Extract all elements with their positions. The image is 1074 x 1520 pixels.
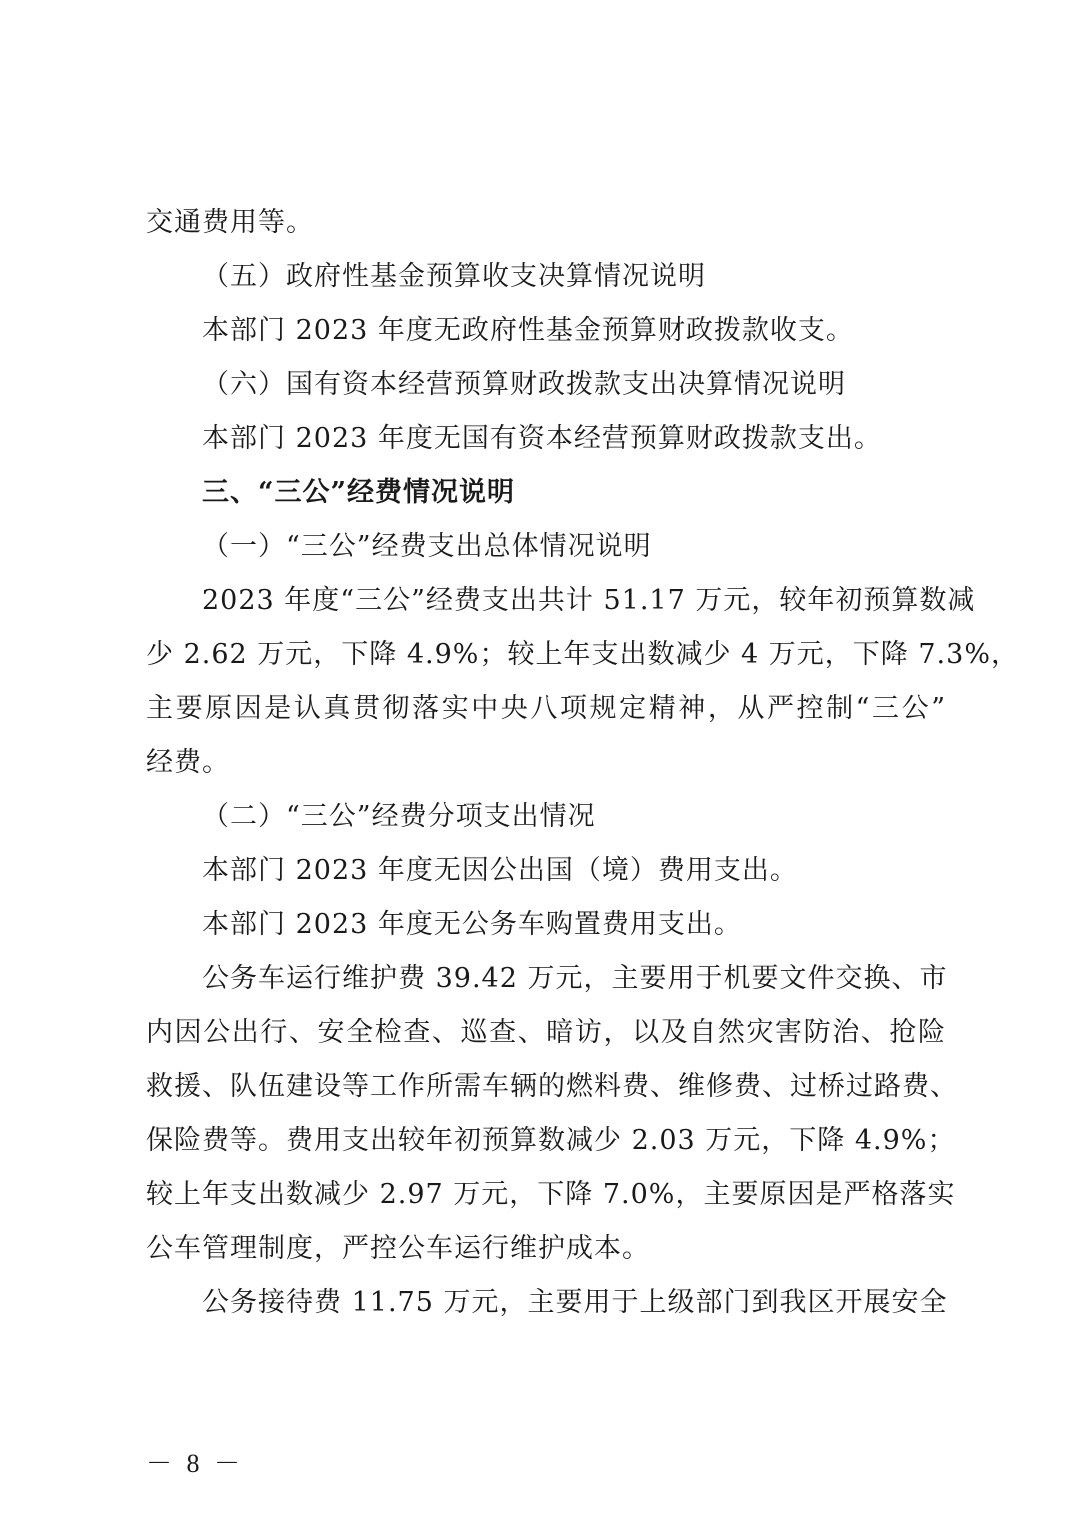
paragraph-line: 本部门 2023 年度无公务车购置费用支出。 [202, 909, 742, 940]
chapter-heading-3: 三、“三公”经费情况说明 [202, 477, 516, 508]
section-heading-1: （一）“三公”经费支出总体情况说明 [202, 531, 652, 562]
section-heading-5: （五）政府性基金预算收支决算情况说明 [202, 261, 706, 292]
paragraph-line: 救援、队伍建设等工作所需车辆的燃料费、维修费、过桥过路费、 [146, 1071, 958, 1102]
paragraph-line: 经费。 [146, 747, 230, 778]
page-number: － 8 － [146, 1449, 245, 1478]
paragraph-line: 本部门 2023 年度无政府性基金预算财政拨款收支。 [202, 315, 854, 346]
paragraph-line: 2023 年度“三公”经费支出共计 51.17 万元，较年初预算数减 [202, 585, 976, 616]
paragraph-line: 交通费用等。 [146, 207, 314, 238]
paragraph-line: 公车管理制度，严控公车运行维护成本。 [146, 1233, 650, 1264]
paragraph-line: 公务接待费 11.75 万元，主要用于上级部门到我区开展安全 [202, 1287, 948, 1318]
paragraph-line: 保险费等。费用支出较年初预算数减少 2.03 万元，下降 4.9%； [146, 1125, 956, 1156]
paragraph-line: 公务车运行维护费 39.42 万元，主要用于机要文件交换、市 [202, 963, 948, 994]
paragraph-line: 较上年支出数减少 2.97 万元，下降 7.0%，主要原因是严格落实 [146, 1179, 956, 1210]
paragraph-line: 少 2.62 万元，下降 4.9%；较上年支出数减少 4 万元，下降 7.3%， [146, 639, 1019, 670]
paragraph-line: 本部门 2023 年度无因公出国（境）费用支出。 [202, 855, 798, 886]
section-heading-6: （六）国有资本经营预算财政拨款支出决算情况说明 [202, 369, 846, 400]
section-heading-2: （二）“三公”经费分项支出情况 [202, 801, 596, 832]
paragraph-line: 主要原因是认真贯彻落实中央八项规定精神，从严控制“三公” [146, 693, 946, 724]
paragraph-line: 本部门 2023 年度无国有资本经营预算财政拨款支出。 [202, 423, 882, 454]
paragraph-line: 内因公出行、安全检查、巡查、暗访，以及自然灾害防治、抢险 [146, 1017, 946, 1048]
